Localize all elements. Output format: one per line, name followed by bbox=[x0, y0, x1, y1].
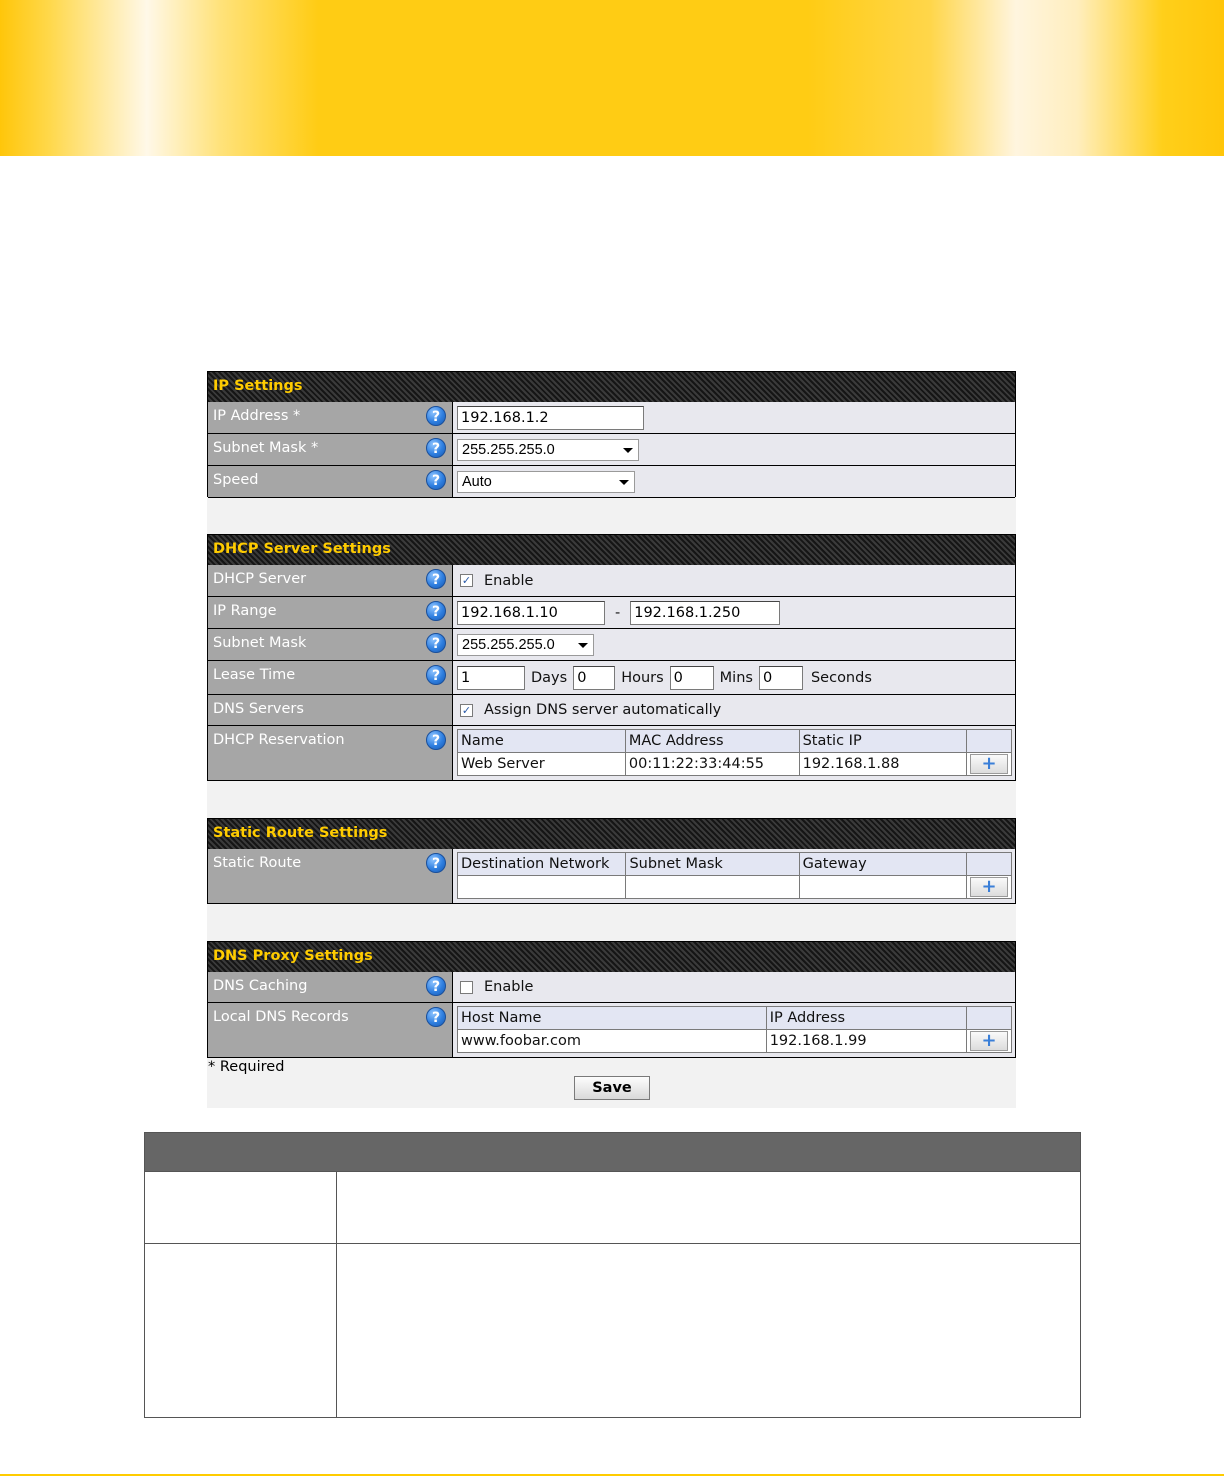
field-label: IP Range ? bbox=[208, 597, 453, 628]
section-title: Static Route Settings bbox=[208, 819, 1015, 849]
ip-range-end-input[interactable] bbox=[630, 601, 780, 625]
chevron-down-icon bbox=[623, 448, 633, 453]
add-dns-record-button[interactable] bbox=[970, 1031, 1008, 1051]
description-table bbox=[144, 1132, 1081, 1418]
help-icon[interactable]: ? bbox=[426, 633, 446, 653]
checkbox-label: Enable bbox=[484, 979, 534, 995]
lease-time-row bbox=[208, 661, 1015, 695]
column-header bbox=[967, 730, 1012, 753]
speed-row bbox=[208, 466, 1015, 498]
column-header: Static IP bbox=[799, 730, 966, 753]
section-title: DNS Proxy Settings bbox=[208, 942, 1015, 972]
add-reservation-button[interactable] bbox=[970, 754, 1008, 774]
section-title: DHCP Server Settings bbox=[208, 535, 1015, 565]
mins-label: Mins bbox=[719, 669, 753, 686]
section-title: IP Settings bbox=[208, 372, 1015, 402]
local-dns-records-row bbox=[208, 1003, 1015, 1058]
header-banner bbox=[0, 0, 1224, 156]
cell-ip-address: 192.168.1.99 bbox=[766, 1030, 966, 1053]
dns-servers-row bbox=[208, 695, 1015, 726]
plus-icon: + bbox=[981, 1030, 997, 1051]
dns-proxy-section bbox=[207, 941, 1016, 1058]
days-label: Days bbox=[531, 669, 568, 686]
field-label: Static Route ? bbox=[208, 849, 453, 903]
help-icon[interactable]: ? bbox=[426, 438, 446, 458]
assign-dns-checkbox[interactable]: ✓ bbox=[461, 703, 472, 717]
hours-label: Hours bbox=[621, 669, 664, 686]
table-row[interactable] bbox=[458, 753, 1012, 776]
save-button[interactable]: Save bbox=[574, 1076, 650, 1100]
static-route-row bbox=[208, 849, 1015, 904]
lease-hours-input[interactable] bbox=[573, 666, 615, 690]
lease-mins-input[interactable] bbox=[670, 666, 714, 690]
column-header: Destination Network bbox=[458, 853, 626, 876]
column-header bbox=[967, 853, 1012, 876]
field-label: Speed ? bbox=[208, 466, 453, 497]
column-header: IP Address bbox=[766, 1007, 966, 1030]
field-label: IP Address * ? bbox=[208, 402, 453, 433]
subnet-mask-row bbox=[208, 434, 1015, 466]
field-label: DHCP Reservation ? bbox=[208, 726, 453, 780]
column-header: Subnet Mask bbox=[626, 853, 799, 876]
column-header bbox=[967, 1007, 1012, 1030]
description-row bbox=[145, 1243, 1080, 1417]
plus-icon: + bbox=[981, 753, 997, 774]
seconds-label: Seconds bbox=[810, 669, 872, 686]
add-static-route-button[interactable] bbox=[970, 877, 1008, 897]
cell-host-name: www.foobar.com bbox=[458, 1030, 767, 1053]
field-label: Subnet Mask * ? bbox=[208, 434, 453, 465]
help-icon[interactable]: ? bbox=[426, 976, 446, 996]
dhcp-subnet-mask-select[interactable]: 255.255.255.0 bbox=[457, 634, 594, 656]
lease-days-input[interactable] bbox=[457, 666, 525, 690]
chevron-down-icon bbox=[578, 643, 588, 648]
field-label: Subnet Mask ? bbox=[208, 629, 453, 660]
footer-divider bbox=[0, 1474, 1224, 1476]
checkbox-label: Enable bbox=[484, 572, 534, 589]
field-label: DNS Caching ? bbox=[208, 972, 453, 1002]
field-label: DNS Servers bbox=[208, 695, 453, 725]
ip-address-input[interactable] bbox=[457, 406, 644, 430]
dhcp-server-row bbox=[208, 565, 1015, 597]
checkbox-label: Assign DNS server automatically bbox=[484, 702, 722, 718]
help-icon[interactable]: ? bbox=[426, 665, 446, 685]
dhcp-reservation-row bbox=[208, 726, 1015, 781]
dhcp-enable-checkbox[interactable]: ✓ bbox=[461, 574, 472, 587]
column-header: Gateway bbox=[799, 853, 966, 876]
ip-address-row bbox=[208, 402, 1015, 434]
lan-settings-screenshot bbox=[207, 371, 1016, 1108]
table-row[interactable] bbox=[458, 876, 1012, 899]
ip-settings-section bbox=[207, 371, 1016, 497]
dns-caching-checkbox[interactable] bbox=[460, 981, 473, 994]
column-header: MAC Address bbox=[625, 730, 799, 753]
table-row[interactable] bbox=[458, 1030, 1012, 1053]
help-icon[interactable]: ? bbox=[426, 853, 446, 873]
ip-range-row bbox=[208, 597, 1015, 629]
ip-range-start-input[interactable] bbox=[457, 601, 605, 625]
range-separator: - bbox=[615, 604, 621, 621]
field-label: Lease Time ? bbox=[208, 661, 453, 694]
dhcp-subnet-mask-row bbox=[208, 629, 1015, 661]
lease-seconds-input[interactable] bbox=[759, 666, 803, 690]
help-icon[interactable]: ? bbox=[426, 569, 446, 589]
column-header: Host Name bbox=[458, 1007, 767, 1030]
required-note: * Required bbox=[208, 1059, 285, 1075]
static-route-section bbox=[207, 818, 1016, 904]
cell-name: Web Server bbox=[458, 753, 626, 776]
help-icon[interactable]: ? bbox=[426, 730, 446, 750]
dhcp-server-section bbox=[207, 534, 1016, 781]
cell-mac: 00:11:22:33:44:55 bbox=[625, 753, 799, 776]
local-dns-records-table bbox=[457, 1006, 1012, 1053]
cell-static-ip: 192.168.1.88 bbox=[799, 753, 966, 776]
speed-select[interactable]: Auto bbox=[457, 471, 635, 493]
help-icon[interactable]: ? bbox=[426, 406, 446, 426]
column-header: Name bbox=[458, 730, 626, 753]
static-route-table bbox=[457, 852, 1012, 899]
field-label: Local DNS Records ? bbox=[208, 1003, 453, 1057]
description-row bbox=[145, 1171, 1080, 1243]
dns-caching-row bbox=[208, 972, 1015, 1003]
subnet-mask-select[interactable]: 255.255.255.0 bbox=[457, 439, 639, 461]
help-icon[interactable]: ? bbox=[426, 601, 446, 621]
field-label: DHCP Server ? bbox=[208, 565, 453, 596]
help-icon[interactable]: ? bbox=[426, 470, 446, 490]
help-icon[interactable]: ? bbox=[426, 1007, 446, 1027]
chevron-down-icon bbox=[619, 480, 629, 485]
plus-icon: + bbox=[981, 876, 997, 897]
description-table-header bbox=[145, 1133, 1080, 1171]
dhcp-reservation-table bbox=[457, 729, 1012, 776]
